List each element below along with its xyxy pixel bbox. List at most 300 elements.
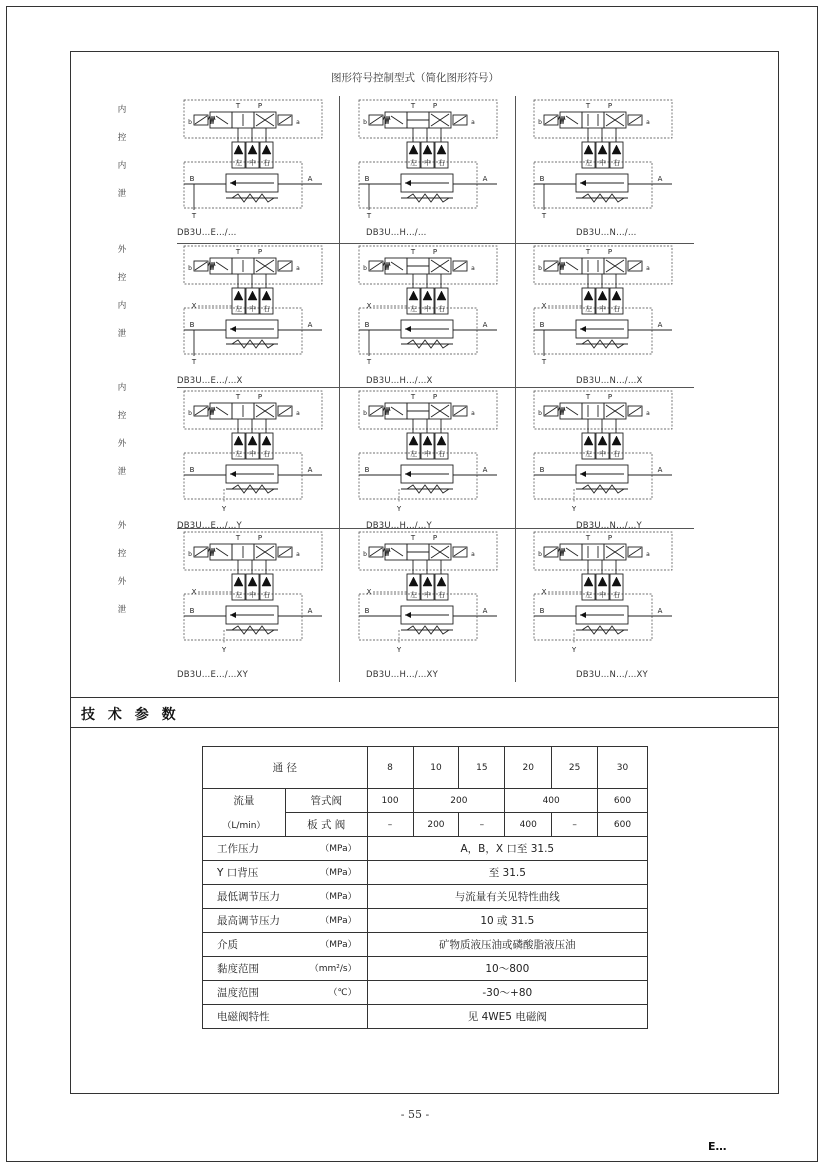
pilot-relief-triangle [423, 577, 432, 586]
param-label-cell [203, 933, 368, 957]
param-value: 至 31.5 [367, 861, 647, 885]
solenoid-label-b: b [538, 265, 542, 272]
port-label-a: A [307, 607, 313, 615]
solenoid-label-b: b [363, 265, 367, 272]
valve-symbol-diagram [355, 98, 505, 238]
pilot-relief-triangle [409, 145, 418, 154]
solenoid-label-b: b [538, 410, 542, 417]
port-label-b: B [364, 175, 370, 183]
flow-arrow [391, 407, 403, 415]
port-label-b: B [539, 607, 545, 615]
port-label-t: T [410, 393, 416, 401]
param-label-cell [203, 837, 368, 861]
solenoid-label-a: a [471, 119, 475, 126]
port-label-p: P [257, 248, 263, 256]
spring [383, 548, 390, 556]
flow-arrow [391, 116, 403, 124]
control-type-label: DB3U…E…/…X [177, 376, 243, 386]
param-value: 见 4WE5 电磁阀 [367, 1005, 647, 1029]
pilot-relief-triangle [234, 145, 243, 154]
port-label-a: A [482, 607, 488, 615]
bore-size-cell: 20 [505, 747, 552, 789]
param-unit: （MPa） [320, 916, 357, 926]
solenoid-diagonal [370, 548, 382, 556]
port-label-b: B [364, 607, 370, 615]
pilot-relief-label: 右 [613, 305, 620, 313]
flow-value-cell: 600 [598, 813, 648, 837]
flow-arrow [566, 407, 578, 415]
table-row [203, 1005, 648, 1029]
flow-value-cell: – [367, 813, 413, 837]
port-label-b: B [189, 466, 195, 474]
main-flow-arrow [580, 471, 586, 477]
port-label-a: A [657, 466, 663, 474]
pilot-relief-label: 右 [613, 159, 620, 167]
main-flow-arrow [230, 326, 236, 332]
pilot-relief-triangle [584, 577, 593, 586]
valve-position-box [582, 112, 604, 128]
pilot-relief-label: 中 [599, 305, 606, 313]
pilot-envelope [359, 532, 497, 570]
solenoid-diagonal [629, 116, 641, 124]
port-label-t: T [235, 102, 241, 110]
table-row [203, 981, 648, 1005]
valve-symbol-diagram [355, 530, 505, 670]
solenoid-label-a: a [296, 551, 300, 558]
row-label-char: 内 [117, 383, 127, 393]
pilot-relief-triangle [248, 145, 257, 154]
pilot-envelope [184, 532, 322, 570]
param-label: 介质 [217, 939, 238, 951]
pilot-envelope [534, 246, 672, 284]
solenoid-diagonal [370, 407, 382, 415]
row-label-char: 内 [117, 161, 127, 171]
param-unit: （MPa） [320, 868, 357, 878]
pilot-relief-triangle [437, 291, 446, 300]
port-label-p: P [257, 393, 263, 401]
pilot-envelope [359, 246, 497, 284]
valve-symbol-diagram [180, 530, 330, 670]
pilot-relief-label: 右 [438, 450, 445, 458]
solenoid-diagonal [629, 262, 641, 270]
spring [558, 116, 565, 124]
flow-value-cell: – [552, 813, 598, 837]
valve-symbol-diagram [355, 389, 505, 529]
pilot-relief-label: 右 [263, 450, 270, 458]
solenoid-label-a: a [646, 265, 650, 272]
row-label-char: 外 [117, 245, 127, 255]
port-label-p: P [432, 102, 438, 110]
param-unit: （MPa） [320, 940, 357, 950]
port-label-b: B [189, 321, 195, 329]
port-label-t: T [410, 534, 416, 542]
tech-section-title: 技 术 参 数 [81, 707, 180, 723]
param-label: 最低调节压力 [217, 891, 280, 903]
param-unit: （℃） [328, 988, 357, 998]
port-label-y: Y [396, 505, 402, 513]
param-label: 最高调节压力 [217, 915, 280, 927]
flow-value-cell: – [459, 813, 505, 837]
port-label-p: P [607, 248, 613, 256]
row-label-char: 泄 [117, 329, 127, 339]
pilot-relief-label: 左 [585, 450, 592, 458]
solenoid-label-b: b [188, 551, 192, 558]
port-label-y: Y [221, 646, 227, 654]
main-flow-arrow [405, 471, 411, 477]
spring [208, 262, 215, 270]
pilot-relief-triangle [612, 577, 621, 586]
pilot-relief-label: 右 [438, 591, 445, 599]
solenoid-label-a: a [471, 410, 475, 417]
control-type-label: DB3U…N…/… [576, 228, 637, 238]
port-label-a: A [482, 321, 488, 329]
solenoid-label-b: b [188, 119, 192, 126]
spring [208, 407, 215, 415]
port-label-a: A [307, 466, 313, 474]
solenoid-label-a: a [646, 551, 650, 558]
flow-arrow [566, 116, 578, 124]
pilot-relief-label: 左 [235, 450, 242, 458]
table-row [203, 861, 648, 885]
diagram-section-title: 图形符号控制型式（简化图形符号） [331, 72, 499, 84]
pilot-envelope [184, 246, 322, 284]
port-label-t-main: T [366, 358, 372, 366]
port-label-t: T [585, 393, 591, 401]
pilot-envelope [534, 532, 672, 570]
port-label-a: A [482, 175, 488, 183]
pilot-envelope [359, 100, 497, 138]
flow-arrow [216, 548, 228, 556]
pilot-relief-triangle [437, 577, 446, 586]
pilot-relief-label: 左 [410, 305, 417, 313]
port-label-t: T [585, 534, 591, 542]
pilot-envelope [184, 391, 322, 429]
port-label-a: A [657, 321, 663, 329]
pilot-relief-triangle [248, 436, 257, 445]
solenoid-label-a: a [471, 265, 475, 272]
port-label-y: Y [571, 505, 577, 513]
solenoid-diagonal [279, 407, 291, 415]
bore-size-cell: 8 [367, 747, 413, 789]
solenoid-diagonal [545, 407, 557, 415]
solenoid-label-b: b [538, 119, 542, 126]
pilot-relief-triangle [262, 291, 271, 300]
port-label-x: X [191, 588, 197, 596]
control-type-label: DB3U…N…/…X [576, 376, 643, 386]
table-row [203, 747, 648, 789]
pilot-relief-triangle [262, 577, 271, 586]
pilot-relief-triangle [598, 145, 607, 154]
flow-value-cell: 400 [505, 789, 598, 813]
spring [558, 262, 565, 270]
param-value: 矿物质液压油或磷酸脂液压油 [367, 933, 647, 957]
port-label-p: P [432, 393, 438, 401]
flow-arrow [216, 262, 228, 270]
param-label: 电磁阀特性 [217, 1011, 270, 1023]
valve-symbol-diagram [180, 98, 330, 238]
param-label-cell [203, 957, 368, 981]
flow-value-cell: 200 [413, 789, 505, 813]
flow-arrow [391, 548, 403, 556]
spring [208, 548, 215, 556]
flow-unit-cell: （L/min） [203, 813, 286, 837]
port-label-a: A [482, 466, 488, 474]
flow-value-cell: 600 [598, 789, 648, 813]
flow-value-cell: 200 [413, 813, 459, 837]
bore-size-cell: 30 [598, 747, 648, 789]
control-type-label: DB3U…H…/…Y [366, 521, 432, 531]
row-label-char: 控 [117, 549, 127, 559]
pilot-relief-triangle [262, 436, 271, 445]
pilot-relief-label: 左 [235, 591, 242, 599]
port-label-y: Y [396, 646, 402, 654]
control-type-label: DB3U…H…/… [366, 228, 427, 238]
control-type-label: DB3U…H…/…X [366, 376, 433, 386]
solenoid-label-b: b [363, 551, 367, 558]
valve-symbol-diagram [180, 244, 330, 384]
param-value: 10 或 31.5 [367, 909, 647, 933]
main-flow-arrow [405, 180, 411, 186]
port-label-p: P [257, 534, 263, 542]
param-unit: （MPa） [320, 844, 357, 854]
control-type-label: DB3U…E…/…Y [177, 521, 242, 531]
spring [558, 548, 565, 556]
pilot-relief-label: 中 [424, 305, 431, 313]
port-label-t-main: T [191, 212, 197, 220]
valve-symbol-diagram [355, 244, 505, 384]
param-label: 工作压力 [217, 843, 259, 855]
row-label-char: 外 [117, 577, 127, 587]
port-label-t: T [410, 102, 416, 110]
table-row [203, 933, 648, 957]
pilot-relief-triangle [437, 436, 446, 445]
port-label-b: B [539, 321, 545, 329]
port-label-b: B [539, 175, 545, 183]
pilot-relief-label: 中 [424, 591, 431, 599]
spring [383, 262, 390, 270]
pilot-relief-triangle [423, 291, 432, 300]
spring [558, 407, 565, 415]
pipe-valve-label: 管式阀 [285, 789, 367, 813]
param-label-cell [203, 909, 368, 933]
solenoid-diagonal [370, 262, 382, 270]
spring [383, 116, 390, 124]
pilot-relief-label: 中 [599, 159, 606, 167]
param-label-cell [203, 861, 368, 885]
solenoid-label-a: a [646, 119, 650, 126]
solenoid-label-b: b [188, 265, 192, 272]
pilot-relief-label: 右 [438, 305, 445, 313]
valve-symbol-diagram [530, 244, 680, 384]
solenoid-diagonal [545, 262, 557, 270]
port-label-t: T [410, 248, 416, 256]
port-label-x: X [366, 588, 372, 596]
param-label-cell [203, 981, 368, 1005]
port-label-y: Y [571, 646, 577, 654]
bore-label: 通 径 [272, 762, 297, 774]
flow-arrow [216, 116, 228, 124]
pilot-relief-triangle [409, 291, 418, 300]
solenoid-diagonal [454, 116, 466, 124]
solenoid-diagonal [195, 548, 207, 556]
port-label-b: B [539, 466, 545, 474]
flow-label-cell: 流量 [203, 789, 286, 813]
table-row [203, 837, 648, 861]
main-flow-arrow [405, 612, 411, 618]
port-label-t-main: T [541, 358, 547, 366]
pilot-relief-triangle [234, 577, 243, 586]
bore-label-cell [203, 747, 368, 789]
param-value: A，B，X 口至 31.5 [367, 837, 647, 861]
param-unit: （MPa） [320, 892, 357, 902]
pilot-relief-triangle [598, 291, 607, 300]
row-label-char: 控 [117, 411, 127, 421]
solenoid-diagonal [545, 116, 557, 124]
row-label-char: 控 [117, 273, 127, 283]
pilot-relief-label: 中 [249, 305, 256, 313]
solenoid-diagonal [195, 116, 207, 124]
pilot-relief-label: 左 [585, 159, 592, 167]
solenoid-label-a: a [646, 410, 650, 417]
pilot-relief-triangle [612, 145, 621, 154]
table-row [203, 813, 648, 837]
control-type-label: DB3U…N…/…Y [576, 521, 642, 531]
solenoid-diagonal [454, 262, 466, 270]
tech-section-header [71, 697, 778, 728]
param-label: 黏度范围 [217, 963, 259, 975]
solenoid-diagonal [279, 548, 291, 556]
valve-symbol-diagram [530, 98, 680, 238]
pilot-relief-triangle [248, 577, 257, 586]
solenoid-label-b: b [538, 551, 542, 558]
pilot-relief-label: 右 [613, 450, 620, 458]
solenoid-label-a: a [471, 551, 475, 558]
pilot-relief-triangle [423, 145, 432, 154]
valve-position-box [582, 258, 604, 274]
pilot-relief-triangle [584, 291, 593, 300]
row-label-char: 外 [117, 521, 127, 531]
corner-mark: E… [708, 1140, 727, 1153]
param-label-cell [203, 885, 368, 909]
main-flow-arrow [230, 612, 236, 618]
port-label-x: X [191, 302, 197, 310]
port-label-a: A [307, 175, 313, 183]
port-label-b: B [189, 175, 195, 183]
pilot-relief-triangle [234, 291, 243, 300]
valve-symbol-diagram [530, 530, 680, 670]
port-label-t: T [585, 102, 591, 110]
solenoid-diagonal [279, 262, 291, 270]
pilot-relief-triangle [584, 145, 593, 154]
port-label-b: B [364, 321, 370, 329]
pilot-relief-triangle [598, 577, 607, 586]
pilot-relief-triangle [437, 145, 446, 154]
main-flow-arrow [230, 471, 236, 477]
param-value: 10～800 [367, 957, 647, 981]
solenoid-label-b: b [363, 410, 367, 417]
pilot-relief-label: 左 [410, 159, 417, 167]
port-label-b: B [364, 466, 370, 474]
pilot-relief-label: 左 [235, 305, 242, 313]
pilot-relief-triangle [612, 291, 621, 300]
control-type-label: DB3U…E…/…XY [177, 670, 248, 680]
flow-arrow [566, 262, 578, 270]
pilot-relief-label: 左 [410, 450, 417, 458]
pilot-relief-label: 中 [599, 450, 606, 458]
flow-value-cell: 400 [505, 813, 552, 837]
pilot-envelope [534, 391, 672, 429]
port-label-p: P [257, 102, 263, 110]
pilot-relief-label: 中 [599, 591, 606, 599]
pilot-relief-label: 中 [249, 159, 256, 167]
valve-symbol-diagram [180, 389, 330, 529]
port-label-a: A [307, 321, 313, 329]
port-label-p: P [607, 102, 613, 110]
port-label-t-main: T [541, 212, 547, 220]
pilot-relief-triangle [248, 291, 257, 300]
row-label-char: 泄 [117, 189, 127, 199]
pilot-relief-triangle [234, 436, 243, 445]
row-label-char: 内 [117, 301, 127, 311]
pilot-relief-triangle [584, 436, 593, 445]
solenoid-label-a: a [296, 119, 300, 126]
row-label-char: 外 [117, 439, 127, 449]
pilot-relief-label: 左 [410, 591, 417, 599]
port-label-x: X [541, 302, 547, 310]
control-type-label: DB3U…E…/… [177, 228, 237, 238]
pilot-relief-triangle [612, 436, 621, 445]
port-label-y: Y [221, 505, 227, 513]
pilot-relief-label: 右 [263, 591, 270, 599]
spring [383, 407, 390, 415]
pilot-envelope [359, 391, 497, 429]
pilot-relief-label: 中 [424, 159, 431, 167]
bore-size-cell: 10 [413, 747, 459, 789]
pilot-relief-label: 右 [263, 305, 270, 313]
flow-arrow [391, 262, 403, 270]
port-label-p: P [607, 393, 613, 401]
solenoid-diagonal [279, 116, 291, 124]
main-flow-arrow [580, 180, 586, 186]
port-label-t-main: T [366, 212, 372, 220]
port-label-a: A [657, 175, 663, 183]
param-unit: （mm²/s） [309, 964, 357, 974]
pilot-relief-label: 右 [438, 159, 445, 167]
solenoid-diagonal [370, 116, 382, 124]
solenoid-label-b: b [363, 119, 367, 126]
solenoid-label-a: a [296, 410, 300, 417]
spring [208, 116, 215, 124]
port-label-p: P [607, 534, 613, 542]
row-label-char: 泄 [117, 467, 127, 477]
solenoid-diagonal [454, 407, 466, 415]
table-row [203, 909, 648, 933]
flow-arrow [216, 407, 228, 415]
solenoid-diagonal [629, 548, 641, 556]
pilot-relief-label: 中 [424, 450, 431, 458]
pilot-relief-label: 中 [249, 591, 256, 599]
param-label-cell [203, 1005, 368, 1029]
plate-valve-label: 板 式 阀 [285, 813, 367, 837]
pilot-relief-triangle [423, 436, 432, 445]
control-type-label: DB3U…N…/…XY [576, 670, 648, 680]
solenoid-diagonal [629, 407, 641, 415]
main-flow-arrow [230, 180, 236, 186]
grid-divider-h2 [177, 387, 694, 388]
row-label-char: 内 [117, 105, 127, 115]
pilot-relief-triangle [598, 436, 607, 445]
pilot-relief-label: 右 [613, 591, 620, 599]
